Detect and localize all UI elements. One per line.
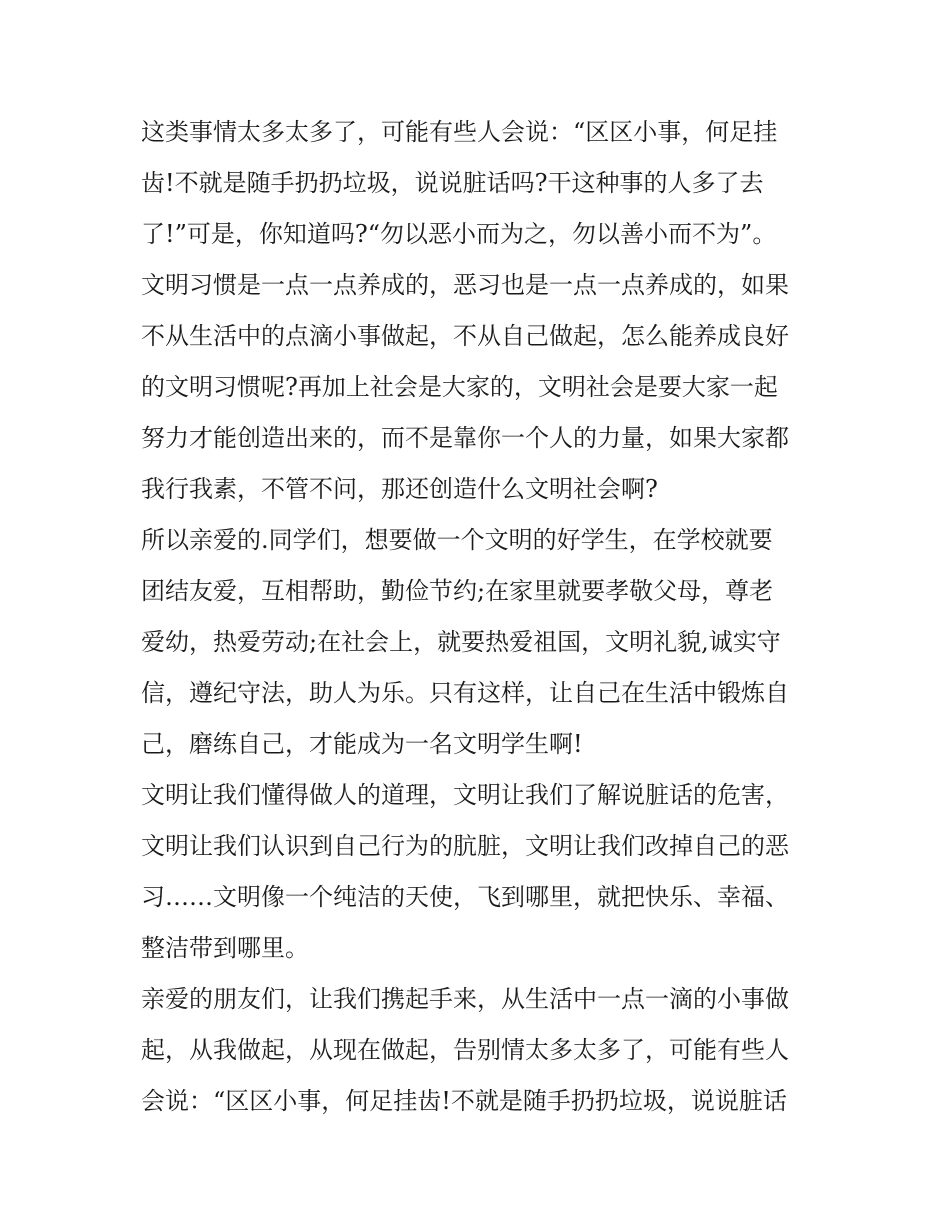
- document-body: [141, 107, 821, 1127]
- text-line: 整洁带到哪里。: [141, 934, 309, 962]
- text-line: 文明习惯是一点一点养成的，恶习也是一点一点养成的，如果: [141, 271, 789, 299]
- text-line: 我行我素，不管不问，那还创造什么文明社会啊?: [141, 475, 658, 503]
- text-line: 文明让我们认识到自己行为的肮脏，文明让我们改掉自己的恶: [141, 832, 789, 860]
- text-line: 这类事情太多太多了，可能有些人会说：“区区小事，何足挂: [141, 118, 778, 146]
- text-line: 亲爱的朋友们，让我们携起手来，从生活中一点一滴的小事做: [141, 985, 789, 1013]
- text-line: 不从生活中的点滴小事做起，不从自己做起，怎么能养成良好: [141, 322, 789, 350]
- text-line: 齿!不就是随手扔扔垃圾，说说脏话吗?干这种事的人多了去: [141, 169, 764, 197]
- text-line: 了!”可是，你知道吗?“勿以恶小而为之，勿以善小而不为”。: [141, 220, 777, 248]
- text-line: 的文明习惯呢?再加上社会是大家的，文明社会是要大家一起: [141, 373, 778, 401]
- text-line: 己，磨练自己，才能成为一名文明学生啊!: [141, 730, 583, 758]
- text-line: 爱幼，热爱劳动;在社会上，就要热爱祖国，文明礼貌,诚实守: [141, 628, 781, 656]
- text-line: 信，遵纪守法，助人为乐。只有这样，让自己在生活中锻炼自: [141, 679, 789, 707]
- text-line: 习……文明像一个纯洁的天使，飞到哪里，就把快乐、幸福、: [141, 883, 789, 911]
- text-line: 起，从我做起，从现在做起，告别情太多太多了，可能有些人: [141, 1036, 789, 1064]
- text-line: 努力才能创造出来的，而不是靠你一个人的力量，如果大家都: [141, 424, 789, 452]
- text-line: 团结友爱，互相帮助，勤俭节约;在家里就要孝敬父母，尊老: [141, 577, 774, 605]
- text-line: 所以亲爱的.同学们，想要做一个文明的好学生，在学校就要: [141, 526, 773, 554]
- text-line: 文明让我们懂得做人的道理，文明让我们了解说脏话的危害，: [141, 781, 789, 809]
- text-line: 会说：“区区小事，何足挂齿!不就是随手扔扔垃圾，说说脏话: [141, 1087, 787, 1115]
